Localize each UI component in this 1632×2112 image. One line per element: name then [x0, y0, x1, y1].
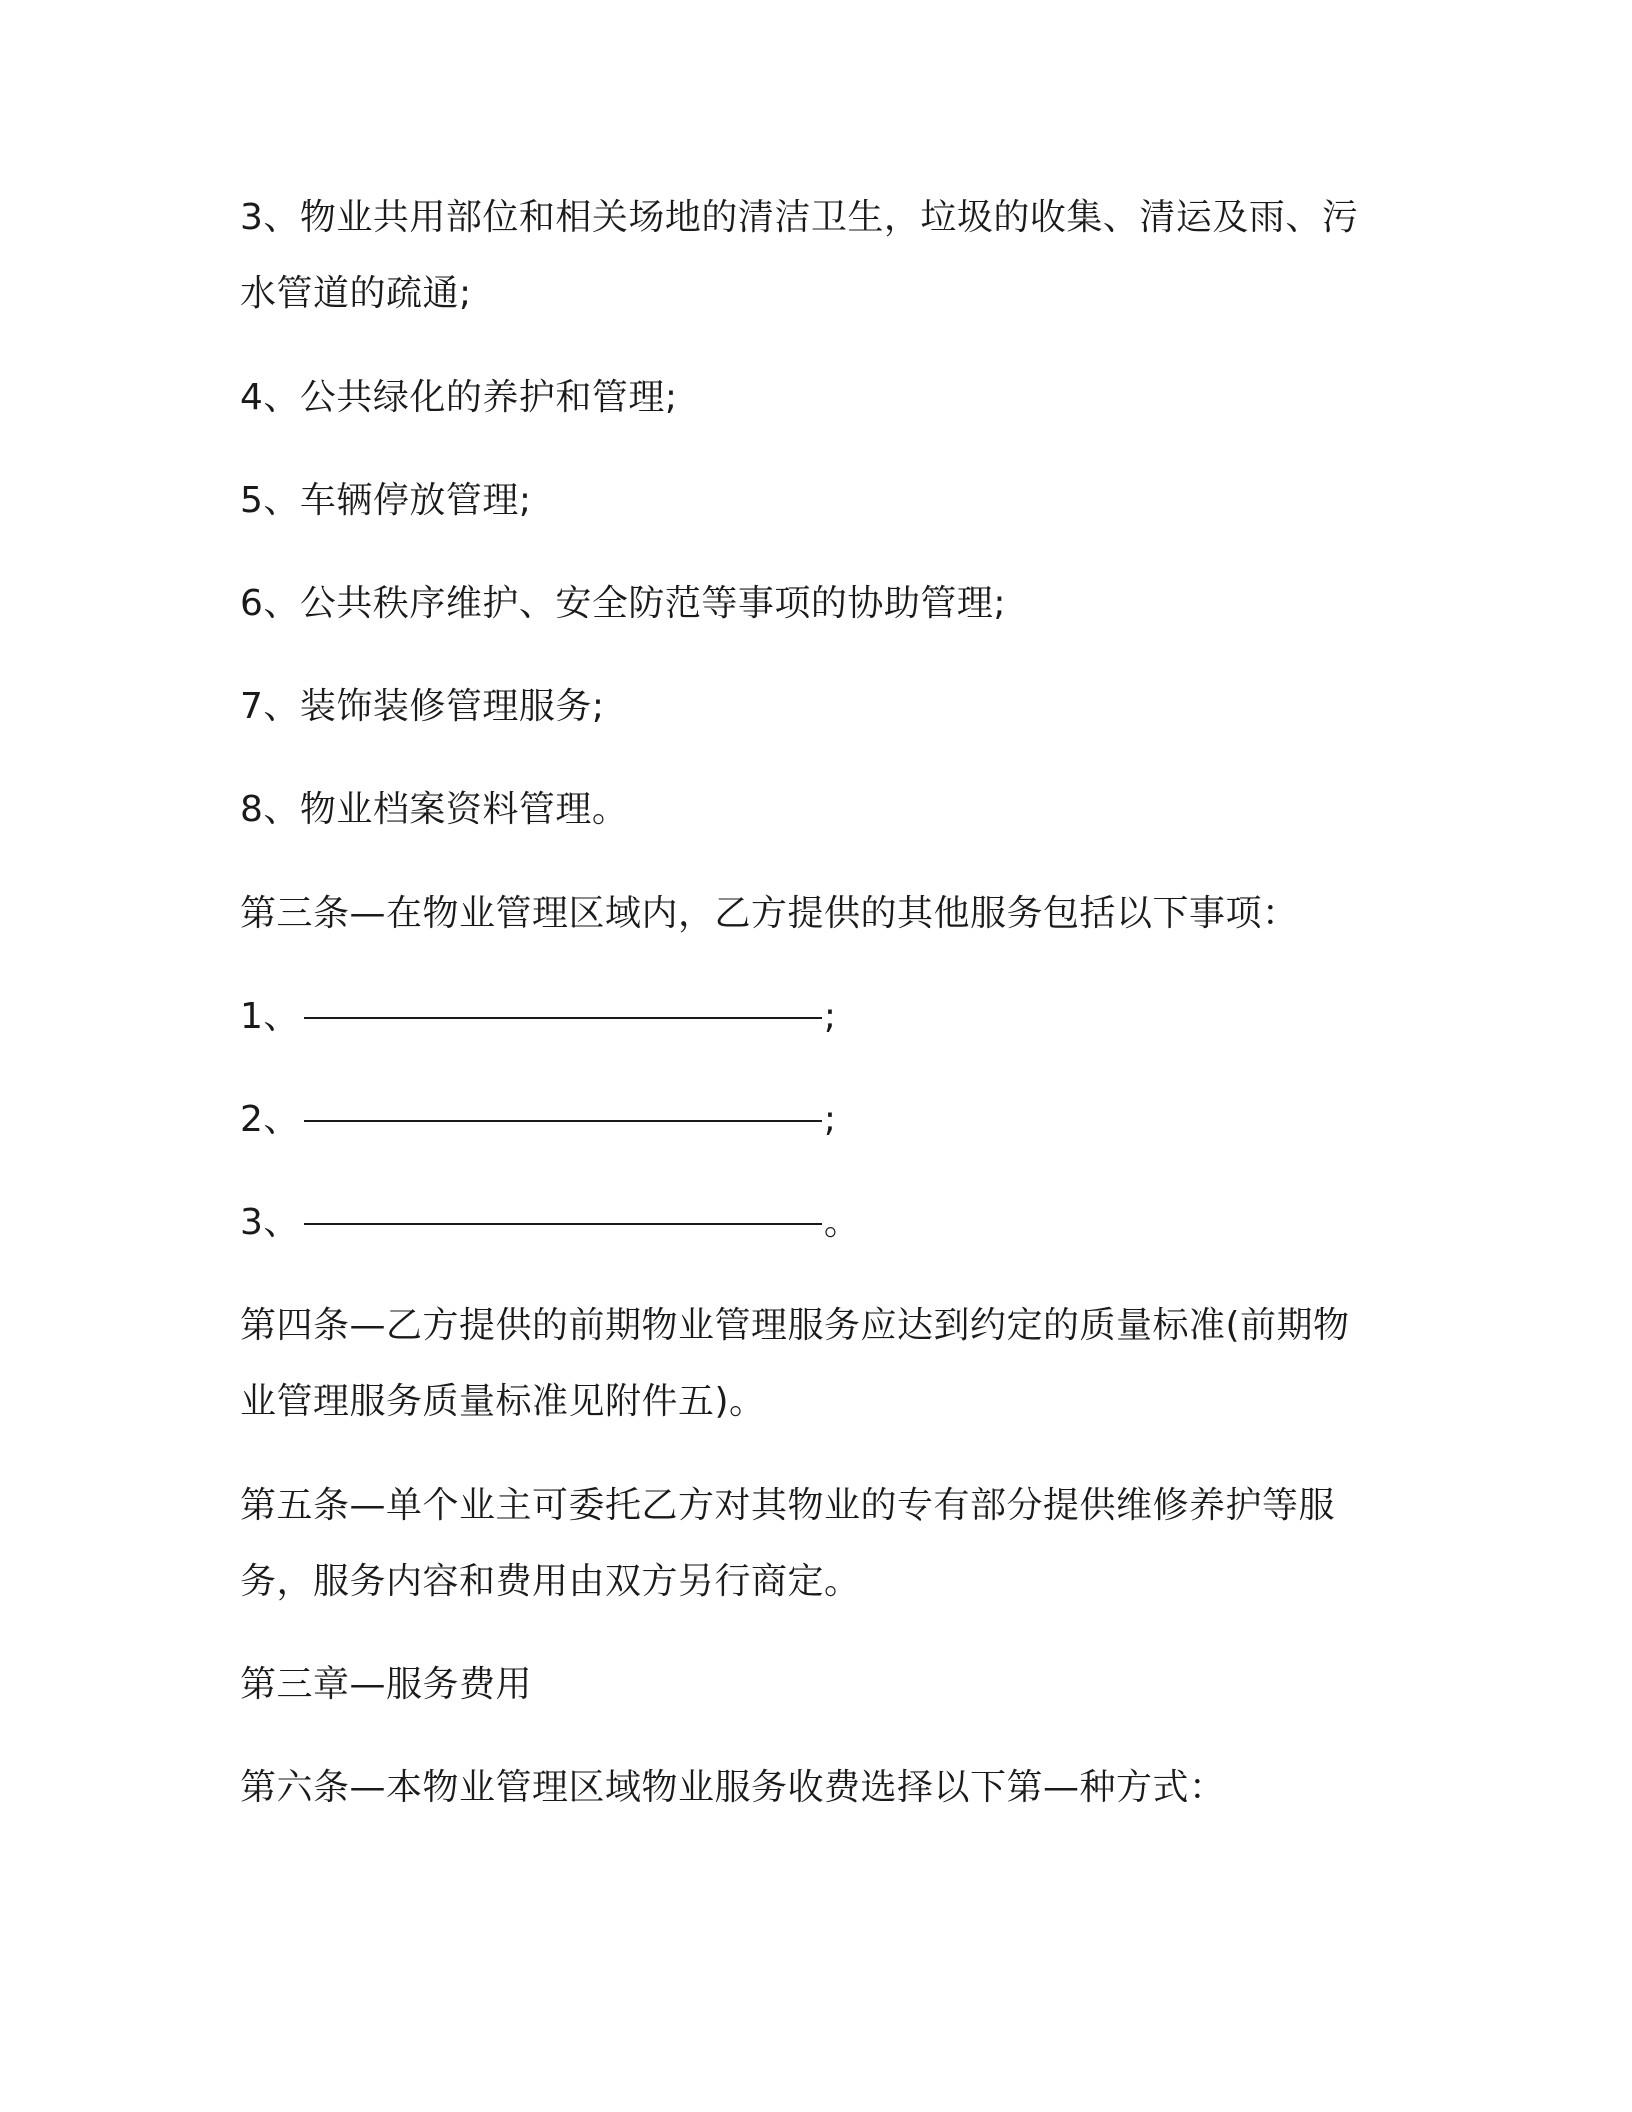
chapter-3-heading: 第三章—服务费用 — [240, 1664, 533, 1705]
clause-item-7: 7、装饰装修管理服务; — [240, 686, 605, 727]
blank-item-prefix: 2、 — [240, 1099, 300, 1140]
blank-item-2 — [240, 1096, 1390, 1144]
blank-item-prefix: 1、 — [240, 996, 300, 1037]
clause-item-8: 8、物业档案资料管理。 — [240, 789, 629, 830]
fill-in-blank-line — [304, 1223, 822, 1225]
clause-item-3-line-1: 3、物业共用部位和相关场地的清洁卫生，垃圾的收集、清运及雨、污 — [240, 197, 1359, 238]
blank-item-suffix: ; — [823, 996, 837, 1037]
article-5-line-2: 务，服务内容和费用由双方另行商定。 — [240, 1561, 861, 1602]
article-3-heading: 第三条—在物业管理区域内，乙方提供的其他服务包括以下事项： — [240, 893, 1299, 934]
clause-item-5: 5、车辆停放管理; — [240, 480, 532, 521]
article-4-line-2: 业管理服务质量标准见附件五)。 — [240, 1381, 766, 1422]
blank-item-suffix: 。 — [823, 1202, 861, 1243]
clause-item-6: 6、公共秩序维护、安全防范等事项的协助管理; — [240, 583, 1007, 624]
article-4-line-1: 第四条—乙方提供的前期物业管理服务应达到约定的质量标准(前期物 — [240, 1305, 1350, 1346]
fill-in-blank-line — [304, 1017, 822, 1019]
blank-item-1 — [240, 993, 1390, 1041]
blank-item-suffix: ; — [823, 1099, 837, 1140]
clause-item-3-line-2: 水管道的疏通; — [240, 273, 472, 314]
fill-in-blank-line — [304, 1120, 822, 1122]
blank-item-prefix: 3、 — [240, 1202, 300, 1243]
article-5-line-1: 第五条—单个业主可委托乙方对其物业的专有部分提供维修养护等服 — [240, 1485, 1336, 1526]
article-6-heading: 第六条—本物业管理区域物业服务收费选择以下第—种方式： — [240, 1767, 1226, 1808]
blank-item-3 — [240, 1199, 1390, 1247]
clause-item-4: 4、公共绿化的养护和管理; — [240, 377, 678, 418]
